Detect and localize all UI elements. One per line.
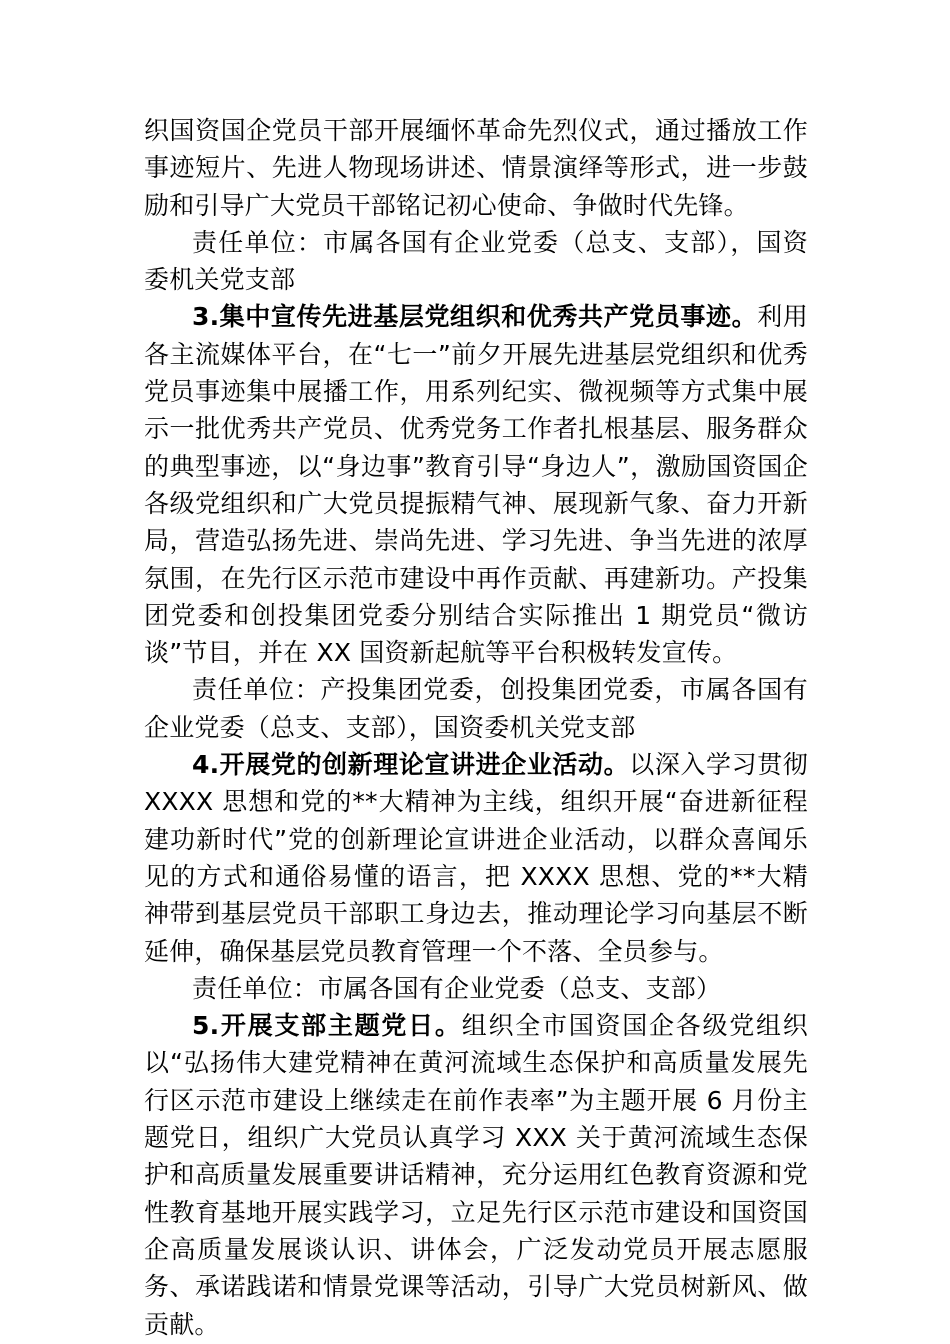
paragraph-text: 组织全市国资国企各级党组织以“弘扬伟大建党精神在黄河流域生态保护和高质量发展先行区示范市建设上继续走在前作表率”为主题开展 6 月份主题党日，组织广大党员认真学习 XXX 关于黄河流域生态保护和高质量发展重要讲话精神，充分运用红色教育资源和党性教育基地开展实践学习，立足先行区示范市建设和国资国企高质量发展谈认识、讲体会，广泛发动党员开展志愿服务、承诺践诺和情景党课等活动，引导广大党员树新风、做贡献。	[144, 1011, 808, 1339]
responsible-unit-line	[144, 224, 808, 299]
item-3-heading: 3.集中宣传先进基层党组织和优秀共产党员事迹。	[192, 302, 758, 332]
paragraph-text: 责任单位：产投集团党委，创投集团党委，市属各国有企业党委（总支、支部），国资委机关党支部	[144, 675, 808, 742]
paragraph-text: 责任单位：市属各国有企业党委（总支、支部）	[192, 973, 722, 1003]
responsible-unit-line	[144, 671, 808, 746]
item-3-paragraph	[144, 298, 808, 671]
document-page	[144, 112, 808, 1343]
paragraph-text: 以深入学习贯彻 XXXX 思想和党的**大精神为主线，组织开展“奋进新征程建功新时代”党的创新理论宣讲进企业活动，以群众喜闻乐见的方式和通俗易懂的语言，把 XXXX 思想、党的**大精神带到基层党员干部职工身边去，推动理论学习向基层不断延伸，确保基层党员教育管理一个不落、全员参与。	[144, 750, 808, 966]
item-5-paragraph	[144, 1007, 808, 1343]
paragraph-text: 织国资国企党员干部开展缅怀革命先烈仪式，通过播放工作事迹短片、先进人物现场讲述、情景演绎等形式，进一步鼓励和引导广大党员干部铭记初心使命、争做时代先锋。	[144, 116, 808, 220]
paragraph-continuation	[144, 112, 808, 224]
item-5-heading: 5.开展支部主题党日。	[192, 1011, 462, 1041]
item-4-paragraph	[144, 746, 808, 970]
paragraph-text: 利用各主流媒体平台，在“七一”前夕开展先进基层党组织和优秀党员事迹集中展播工作，用系列纪实、微视频等方式集中展示一批优秀共产党员、优秀党务工作者扎根基层、服务群众的典型事迹，以“身边事”教育引导“身边人”，激励国资国企各级党组织和广大党员提振精气神、展现新气象、奋力开新局，营造弘扬先进、崇尚先进、学习先进、争当先进的浓厚氛围，在先行区示范市建设中再作贡献、再建新功。产投集团党委和创投集团党委分别结合实际推出 1 期党员“微访谈”节目，并在 XX 国资新起航等平台积极转发宣传。	[144, 302, 808, 668]
item-4-heading: 4.开展党的创新理论宣讲进企业活动。	[192, 750, 630, 780]
responsible-unit-line	[144, 970, 808, 1007]
paragraph-text: 责任单位：市属各国有企业党委（总支、支部），国资委机关党支部	[144, 227, 808, 295]
